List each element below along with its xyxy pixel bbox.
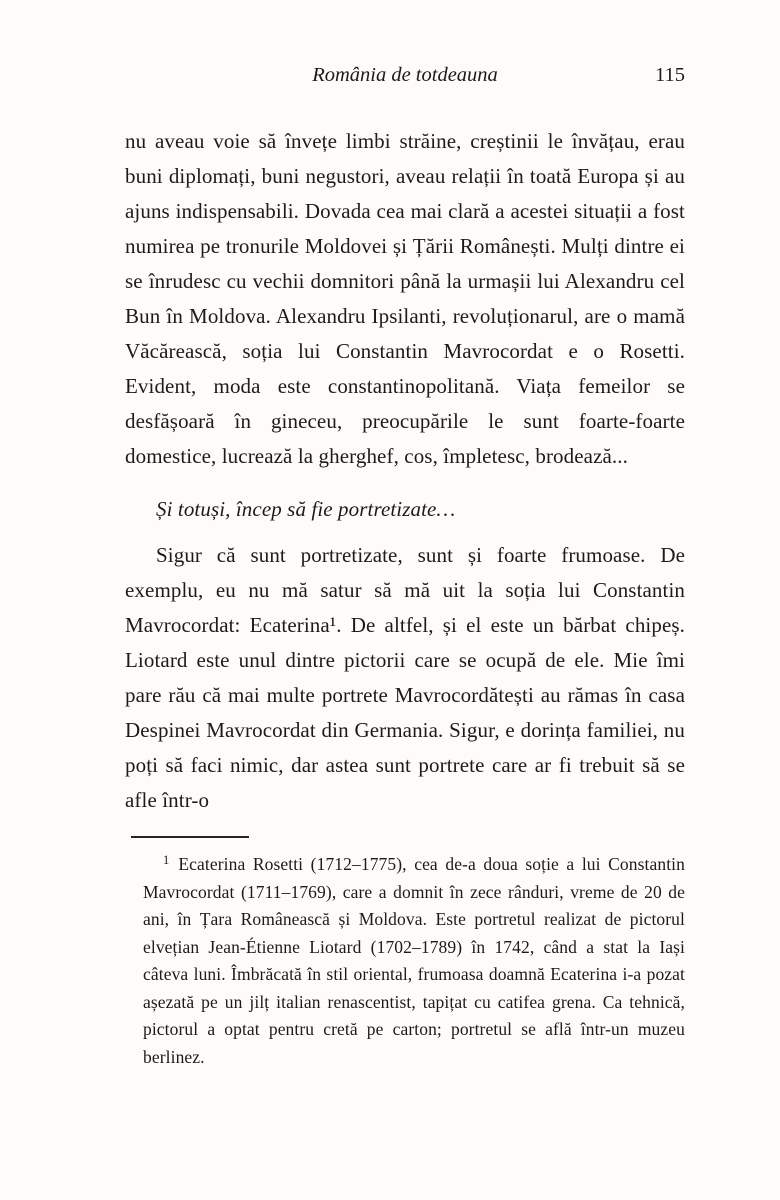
footnote-area xyxy=(125,836,685,1071)
body-paragraph-2: Sigur că sunt portretizate, sunt și foarte frumoase. De exemplu, eu nu mă satur să mă uit la soția lui Constantin Mavrocordat: Ecaterina¹. De altfel, și el este un bărbat chipeș. Liotard este unul dintre pictorii care se ocupă de ele. Mie îmi pare rău că mai multe portrete Mavrocordătești au rămas în casa Despinei Mavrocordat din Germania. Sigur, e dorința familiei, nu poți să faci nimic, dar astea sunt portrete care ar fi trebuit să se afle într-o xyxy=(125,543,685,812)
interview-question: Și totuși, încep să fie portretizate… xyxy=(156,497,456,521)
footnote-separator xyxy=(131,836,249,838)
footnote-text: Ecaterina Rosetti (1712–1775), cea de-a doua soție a lui Constantin Mavrocordat (1711–1769), care a domnit în zece rânduri, vreme de 20 de ani, în Țara Românească și Moldova. Este portretul realizat de pictorul elvețian Jean-Étienne Liotard (1702–1789) în 1742, când a stat la Iași câteva luni. Îmbrăcată în stil oriental, frumoasa doamnă Ecaterina i-a pozat așezată pe un jilț italian renascentist, tapițat cu catifea grena. Ca tehnică, pictorul a optat pentru cretă pe carton; portretul se află într-un muzeu berlinez. xyxy=(143,854,685,1067)
running-title: România de totdeauna xyxy=(312,64,498,86)
page-number: 115 xyxy=(655,64,685,86)
footnote-marker: 1 xyxy=(163,853,170,867)
page-header xyxy=(125,62,685,88)
body-paragraph-1: nu aveau voie să învețe limbi străine, creștinii le învățau, erau buni diplomați, buni negustori, aveau relații în toată Europa și au ajuns indispensabili. Dovada cea mai clară a acestei situații a fost numirea pe tronurile Moldovei și Țării Românești. Mulți dintre ei se înrudesc cu vechii domnitori până la urmașii lui Alexandru cel Bun în Moldova. Alexandru Ipsilanti, revoluționarul, are o mamă Văcărească, soția lui Constantin Mavrocordat e o Rosetti. Evident, moda este constantinopolitană. Viața femeilor se desfășoară în gineceu, preocupările le sunt foarte-foarte domestice, lucrează la gherghef, cos, împletesc, brodează... xyxy=(125,129,685,468)
page-body xyxy=(125,124,685,818)
footnote xyxy=(143,851,685,1071)
